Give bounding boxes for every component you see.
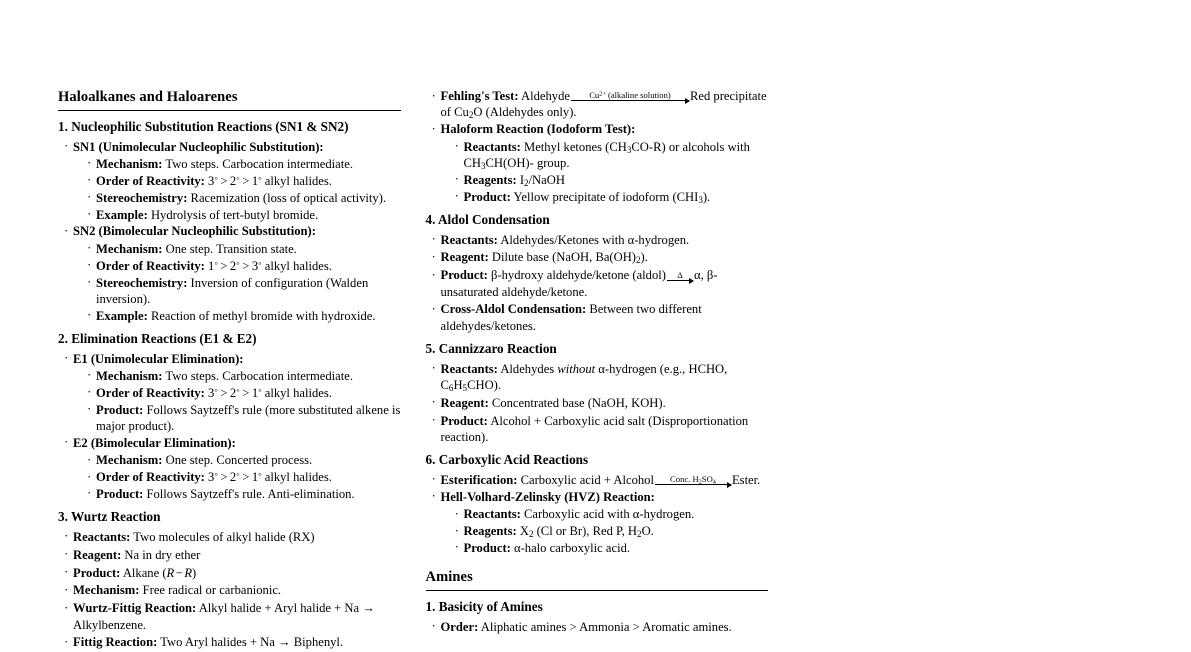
item-text: $I_2$/NaOH xyxy=(519,172,565,188)
list-item xyxy=(64,529,401,545)
item-text: α, β-unsaturated aldehyde/ketone. xyxy=(440,268,718,299)
item-label: Reagent: xyxy=(73,547,122,562)
reaction-arrow-label: $Cu^{2+}$ (alkaline solution) xyxy=(589,90,671,101)
item-label: Stereochemistry: xyxy=(96,190,188,205)
item-label: Hell-Volhard-Zelinsky (HVZ) Reaction: xyxy=(440,489,655,504)
list-item xyxy=(87,402,401,435)
item-text: Two steps. Carbocation intermediate. xyxy=(165,156,354,171)
item-text: Alkyl halide + Aryl halide + Na → Alkylbenzene. xyxy=(73,601,375,632)
list-item xyxy=(432,88,769,121)
item-label: Mechanism: xyxy=(96,368,163,383)
list-item xyxy=(455,172,769,188)
list-aldol xyxy=(432,232,769,335)
sublist-haloform xyxy=(455,139,769,205)
item-label: Order of Reactivity: xyxy=(96,258,205,273)
list-item xyxy=(87,469,401,485)
sublist-e2 xyxy=(87,452,401,502)
right-column xyxy=(426,88,769,652)
item-label: Example: xyxy=(96,308,148,323)
item-label: Mechanism: xyxy=(96,156,163,171)
item-text: Methyl ketones $(CH_3CO-R)$ or alcohols with $CH_3CH(OH)-$ group. xyxy=(463,139,750,171)
item-text: Between two different aldehydes/ketones. xyxy=(440,302,702,333)
item-text: Alkane (R − R) xyxy=(122,565,197,580)
list-item xyxy=(87,275,401,308)
section-heading-cannizzaro: 5. Cannizzaro Reaction xyxy=(425,341,557,357)
arrow-shaft xyxy=(655,484,731,485)
list-item xyxy=(87,241,401,257)
list-item xyxy=(455,506,769,522)
list-item xyxy=(432,301,769,334)
list-elimination xyxy=(64,351,401,503)
item-label: Reagents: xyxy=(463,172,517,187)
list-item xyxy=(455,189,769,205)
list-item xyxy=(64,351,401,435)
section-heading-wurtz: 3. Wurtz Reaction xyxy=(58,509,161,525)
item-label: Product: xyxy=(73,565,121,580)
list-item xyxy=(432,267,769,300)
item-label: Reactants: xyxy=(463,507,521,522)
list-item xyxy=(432,361,769,394)
item-label: Product: xyxy=(463,540,511,555)
page-title-amines: Amines xyxy=(425,569,473,586)
list-item xyxy=(87,452,401,468)
page-title: Haloalkanes and Haloarenes xyxy=(58,89,238,105)
sublist-sn2 xyxy=(87,241,401,324)
item-label: Esterification: xyxy=(440,472,518,487)
section-heading-nucleophilic-substitution: 1. Nucleophilic Substitution Reactions (SN1 & SN2) xyxy=(58,119,349,135)
item-text: Two molecules of alkyl halide (RX) xyxy=(133,529,315,544)
list-item xyxy=(432,395,769,411)
item-text: Ester. xyxy=(731,472,761,487)
item-label: Reagent: xyxy=(440,250,489,265)
list-item xyxy=(64,435,401,502)
title-rule xyxy=(58,110,401,111)
item-text: Reaction of methyl bromide with hydroxide. xyxy=(150,308,376,323)
item-text: Na in dry ether xyxy=(124,547,201,562)
list-item xyxy=(87,190,401,206)
list-nucleophilic-substitution xyxy=(64,139,401,324)
item-text: One step. Transition state. xyxy=(165,241,297,256)
item-label: Order: xyxy=(440,619,479,634)
item-text: Two Aryl halides + Na → Biphenyl. xyxy=(160,635,344,650)
list-item xyxy=(432,489,769,556)
list-item xyxy=(64,139,401,223)
item-text: Two steps. Carbocation intermediate. xyxy=(165,368,354,383)
list-item xyxy=(64,634,401,650)
item-label: Mechanism: xyxy=(96,241,163,256)
list-item xyxy=(87,486,401,502)
item-label: SN2 (Bimolecular Nucleophilic Substitution): xyxy=(73,224,316,239)
item-label: Product: xyxy=(96,402,144,417)
list-wurtz xyxy=(64,529,401,651)
item-text: Follows Saytzeff's rule. Anti-elimination. xyxy=(146,486,355,501)
list-item xyxy=(432,619,769,635)
arrow-shaft xyxy=(667,280,693,281)
list-carbonyl-tests xyxy=(432,88,769,205)
item-text: Carboxylic acid with α-hydrogen. xyxy=(524,507,695,522)
list-item xyxy=(64,547,401,563)
list-item xyxy=(87,258,401,274)
item-text: 3◦ > 2◦ > 1◦ alkyl halides. xyxy=(208,469,332,485)
list-item xyxy=(87,173,401,189)
item-text: α-halo carboxylic acid. xyxy=(514,540,631,555)
item-text: Follows Saytzeff's rule (more substituted alkene is major product). xyxy=(96,402,401,434)
item-label: Reagent: xyxy=(440,395,489,410)
item-label: Example: xyxy=(96,207,148,222)
section-heading-basicity-of-amines: 1. Basicity of Amines xyxy=(425,599,543,615)
list-item xyxy=(64,582,401,598)
item-text: Hydrolysis of tert-butyl bromide. xyxy=(150,207,319,222)
item-label: Order of Reactivity: xyxy=(96,173,205,188)
item-text: β-hydroxy aldehyde/ketone (aldol) xyxy=(491,268,666,283)
section-heading-elimination: 2. Elimination Reactions (E1 & E2) xyxy=(58,331,257,347)
item-label: Reactants: xyxy=(440,232,498,247)
item-label: Product: xyxy=(440,413,488,428)
reaction-arrow xyxy=(571,91,689,101)
list-item xyxy=(87,207,401,223)
item-label: Mechanism: xyxy=(73,583,140,598)
list-item xyxy=(432,413,769,446)
item-text: 3◦ > 2◦ > 1◦ alkyl halides. xyxy=(208,173,332,188)
section-heading-aldol: 4. Aldol Condensation xyxy=(425,212,550,228)
list-item xyxy=(455,540,769,556)
two-column-layout xyxy=(58,88,768,652)
item-label: Product: xyxy=(440,268,488,283)
item-label: Product: xyxy=(463,189,511,204)
list-basicity xyxy=(432,619,769,635)
sublist-e1 xyxy=(87,368,401,434)
amines-title-rule xyxy=(426,590,769,591)
list-item xyxy=(64,565,401,581)
list-item xyxy=(87,385,401,401)
reaction-arrow xyxy=(667,271,693,281)
item-text: 1◦ > 2◦ > 3◦ alkyl halides. xyxy=(208,257,332,273)
item-text: Aldehydes/Ketones with α-hydrogen. xyxy=(500,232,690,247)
list-cannizzaro xyxy=(432,361,769,446)
item-label: Wurtz-Fittig Reaction: xyxy=(73,601,197,616)
item-text: Racemization (loss of optical activity). xyxy=(190,190,387,205)
item-text: Concentrated base (NaOH, KOH). xyxy=(491,395,666,410)
section-heading-carboxylic-acid: 6. Carboxylic Acid Reactions xyxy=(425,452,589,468)
left-column xyxy=(58,88,401,652)
item-label: Haloform Reaction (Iodoform Test): xyxy=(440,122,636,137)
item-text: One step. Concerted process. xyxy=(165,453,313,468)
item-label: Cross-Aldol Condensation: xyxy=(440,302,587,317)
item-label: Reagents: xyxy=(463,524,517,539)
item-text: Aldehydes without α-hydrogen (e.g., HCHO, $C_6H_5CHO$). xyxy=(440,361,728,394)
list-item xyxy=(64,600,401,633)
item-label: Fehling's Test: xyxy=(440,89,519,103)
item-text: Aldehyde xyxy=(521,89,570,103)
item-label: E1 (Unimolecular Elimination): xyxy=(73,351,244,366)
item-label: Reactants: xyxy=(440,361,498,376)
item-label: Reactants: xyxy=(463,139,521,154)
list-item xyxy=(87,368,401,384)
list-item xyxy=(455,523,769,539)
reaction-arrow-label: Conc. $H_2SO_4$ xyxy=(670,474,716,486)
list-item xyxy=(87,308,401,324)
arrow-shaft xyxy=(571,100,689,101)
reaction-arrow-label: Δ xyxy=(677,269,683,280)
emphasis-word: without xyxy=(557,361,596,376)
sublist-sn1 xyxy=(87,156,401,223)
sublist-hvz xyxy=(455,506,769,556)
item-text: Aliphatic amines > Ammonia > Aromatic amines. xyxy=(480,619,732,634)
item-label: SN1 (Unimolecular Nucleophilic Substitution): xyxy=(73,139,324,154)
item-text: 3◦ > 2◦ > 1◦ alkyl halides. xyxy=(208,385,332,400)
item-label: Order of Reactivity: xyxy=(96,385,205,400)
item-label: Product: xyxy=(96,486,144,501)
item-text: $X_2$ (Cl or Br), Red P, $H_2O$. xyxy=(519,524,654,540)
list-item xyxy=(64,223,401,324)
reaction-arrow xyxy=(655,475,731,485)
item-text: Inversion of configuration (Walden inversion). xyxy=(96,275,369,306)
list-item xyxy=(432,472,769,488)
item-label: E2 (Bimolecular Elimination): xyxy=(73,435,236,450)
list-item xyxy=(455,139,769,172)
list-item xyxy=(87,156,401,172)
item-label: Reactants: xyxy=(73,529,131,544)
item-label: Stereochemistry: xyxy=(96,275,188,290)
item-label: Mechanism: xyxy=(96,453,163,468)
item-text: Alcohol + Carboxylic acid salt (Disproportionation reaction). xyxy=(440,413,749,445)
list-carboxylic-acid xyxy=(432,472,769,556)
list-item xyxy=(432,232,769,248)
list-item xyxy=(432,121,769,205)
item-label: Fittig Reaction: xyxy=(73,635,158,650)
item-label: Order of Reactivity: xyxy=(96,470,205,485)
item-text: Carboxylic acid + Alcohol xyxy=(520,472,654,487)
item-text: Red precipitate of $Cu_2O$ (Aldehydes only). xyxy=(440,89,767,121)
item-text: Free radical or carbanionic. xyxy=(142,583,282,598)
list-item xyxy=(432,249,769,265)
item-text: Dilute base (NaOH, $Ba(OH)_2$). xyxy=(491,250,648,266)
item-text: Yellow precipitate of iodoform $(CHI_3)$. xyxy=(513,189,711,205)
